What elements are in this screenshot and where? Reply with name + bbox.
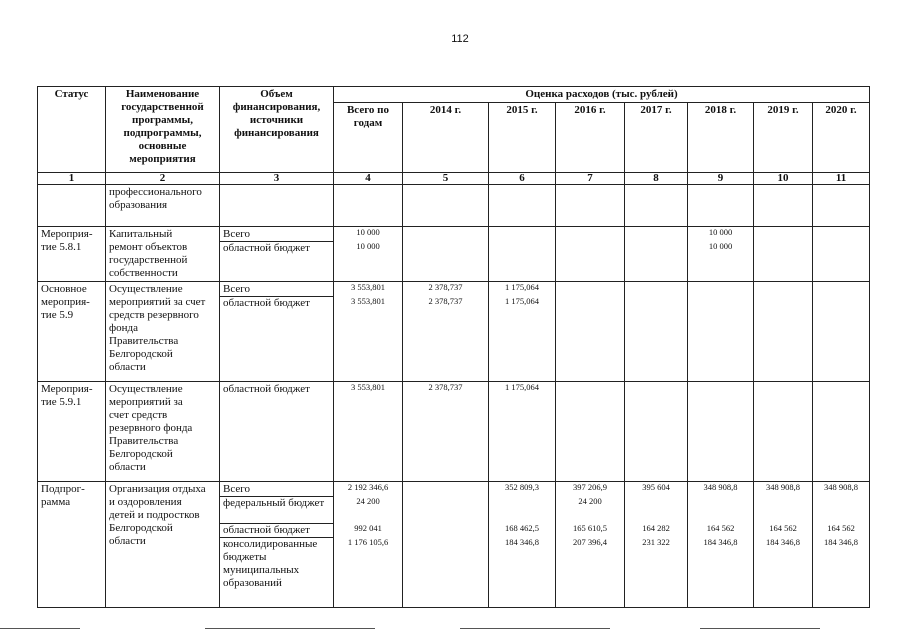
column-number: 6 <box>489 173 556 185</box>
value-line: 231 322 <box>642 537 670 547</box>
header-year: 2017 г. <box>625 103 688 173</box>
value-cell <box>625 185 688 227</box>
name-line: ремонт объектов <box>109 241 188 253</box>
source-line: консолидированные бюджеты муниципальных образований <box>223 538 318 589</box>
source-cell <box>220 482 334 608</box>
value-line <box>814 382 868 396</box>
name-cell <box>106 382 220 482</box>
source-line: областной бюджет <box>223 297 310 309</box>
value-cell <box>754 227 813 282</box>
value-cell <box>625 482 688 608</box>
value-line <box>490 496 554 523</box>
column-number: 11 <box>813 173 870 185</box>
value-line: 2 378,737 <box>428 282 463 292</box>
value-cell <box>489 382 556 482</box>
value-cell <box>813 282 870 382</box>
value-line: 184 346,8 <box>505 537 539 547</box>
value-line: 10 000 <box>708 227 733 237</box>
value-line <box>626 227 686 241</box>
value-line <box>755 382 811 396</box>
value-line <box>814 296 868 310</box>
value-cell <box>403 482 489 608</box>
name-line: области <box>109 535 146 547</box>
value-line <box>557 227 623 241</box>
value-cell <box>556 227 625 282</box>
page-number: 112 <box>451 33 469 45</box>
name-line: фонда <box>109 322 138 334</box>
value-cell <box>813 227 870 282</box>
value-line <box>404 185 487 199</box>
value-cell <box>688 482 754 608</box>
header-estimate: Оценка расходов (тыс. рублей) <box>334 87 870 103</box>
source-line: областной бюджет <box>220 524 333 538</box>
value-line: 1 176 105,6 <box>347 537 389 547</box>
value-line <box>626 296 686 310</box>
header-year: 2014 г. <box>403 103 489 173</box>
value-line: 168 462,5 <box>505 523 539 533</box>
column-number: 10 <box>754 173 813 185</box>
header-year: 2016 г. <box>556 103 625 173</box>
header-status: Статус <box>38 87 106 173</box>
name-line: области <box>109 361 146 373</box>
table-row <box>38 185 870 227</box>
source-cell <box>220 382 334 482</box>
value-cell <box>688 227 754 282</box>
value-line: 164 282 <box>642 523 670 533</box>
value-line <box>557 382 623 396</box>
name-cell <box>106 227 220 282</box>
value-line <box>404 523 487 537</box>
value-line: 352 809,3 <box>505 482 539 492</box>
table-row <box>38 382 870 482</box>
value-line: 184 346,8 <box>766 537 800 547</box>
value-line: 3 553,801 <box>351 282 385 292</box>
source-line: областной бюджет <box>223 242 310 254</box>
column-number: 3 <box>220 173 334 185</box>
status-cell: Подпрог-рамма <box>38 482 106 608</box>
value-line: 348 908,8 <box>824 482 859 492</box>
value-line: 992 041 <box>354 523 382 533</box>
value-cell <box>489 185 556 227</box>
value-line <box>755 241 811 255</box>
value-line <box>755 227 811 241</box>
footer-rule <box>0 628 80 629</box>
value-line: 395 604 <box>642 482 670 492</box>
value-line <box>626 241 686 255</box>
value-cell <box>489 282 556 382</box>
value-line <box>490 241 554 255</box>
value-line <box>755 185 811 199</box>
value-line <box>689 382 752 396</box>
value-line <box>755 296 811 310</box>
value-cell <box>754 482 813 608</box>
name-line: собственности <box>109 267 178 279</box>
value-line: 24 200 <box>578 496 602 506</box>
value-line <box>626 282 686 296</box>
value-cell <box>489 227 556 282</box>
name-line: Осуществление <box>109 283 183 295</box>
value-line: 3 553,801 <box>351 382 385 392</box>
value-line: 165 610,5 <box>573 523 607 533</box>
value-cell <box>334 227 403 282</box>
header-year: 2018 г. <box>688 103 754 173</box>
value-cell <box>334 482 403 608</box>
value-line <box>814 496 868 523</box>
value-cell <box>813 482 870 608</box>
value-line: 184 346,8 <box>824 537 859 547</box>
table-row <box>38 282 870 382</box>
column-number: 8 <box>625 173 688 185</box>
value-line: 3 553,801 <box>351 296 385 306</box>
value-line <box>404 537 487 593</box>
source-line: Всего <box>220 483 333 497</box>
source-line: федеральный бюджет <box>220 497 333 524</box>
name-line: детей и подростков <box>109 509 200 521</box>
value-line <box>626 382 686 396</box>
value-cell <box>625 382 688 482</box>
name-line: государственной <box>109 254 188 266</box>
value-line <box>404 496 487 523</box>
value-line: 397 206,9 <box>573 482 607 492</box>
status-cell: Мероприя-тие 5.8.1 <box>38 227 106 282</box>
value-line <box>404 241 487 255</box>
value-line: 10 000 <box>356 227 380 237</box>
value-line <box>814 282 868 296</box>
column-number: 2 <box>106 173 220 185</box>
status-cell: Основное мероприя-тие 5.9 <box>38 282 106 382</box>
value-line: 2 378,737 <box>428 296 463 306</box>
value-line: 348 908,8 <box>703 482 738 492</box>
column-number: 1 <box>38 173 106 185</box>
value-cell <box>754 185 813 227</box>
value-line <box>626 496 686 523</box>
value-cell <box>489 482 556 608</box>
value-line <box>755 282 811 296</box>
header-year: 2019 г. <box>754 103 813 173</box>
name-line: Правительства <box>109 435 179 447</box>
name-line: Белгородской <box>109 522 173 534</box>
value-line <box>814 241 868 255</box>
value-line: 164 562 <box>706 523 735 533</box>
value-line <box>557 185 623 199</box>
value-line: 2 378,737 <box>428 382 463 392</box>
value-line: 348 908,8 <box>766 482 800 492</box>
header-total: Всего по годам <box>334 103 403 173</box>
name-line: резервного фонда <box>109 422 193 434</box>
value-cell <box>403 227 489 282</box>
source-cell <box>220 185 334 227</box>
table-row <box>38 227 870 282</box>
value-line <box>557 282 623 296</box>
name-line: Правительства <box>109 335 179 347</box>
value-line: 1 175,064 <box>505 296 539 306</box>
budget-table <box>37 86 870 608</box>
column-number: 7 <box>556 173 625 185</box>
value-line: 1 175,064 <box>505 382 539 392</box>
column-number: 4 <box>334 173 403 185</box>
value-cell <box>403 282 489 382</box>
value-cell <box>688 382 754 482</box>
footer-rule <box>205 628 375 629</box>
value-line <box>689 282 752 296</box>
name-cell <box>106 282 220 382</box>
name-line: мероприятий за счет <box>109 296 206 308</box>
value-cell <box>813 382 870 482</box>
value-line: 2 192 346,6 <box>347 482 389 492</box>
name-line: мероприятий за <box>109 396 183 408</box>
name-line: Организация отдыха <box>109 483 206 495</box>
value-line: 184 346,8 <box>703 537 738 547</box>
value-cell <box>334 282 403 382</box>
value-line <box>490 185 554 199</box>
value-cell <box>688 282 754 382</box>
name-cell <box>106 482 220 608</box>
header-name: Наименование государственной программы, подпрограммы, основные мероприятия <box>106 87 220 173</box>
status-cell: Мероприя-тие 5.9.1 <box>38 382 106 482</box>
value-line: 207 396,4 <box>573 537 607 547</box>
value-line: 164 562 <box>827 523 855 533</box>
value-line <box>689 296 752 310</box>
value-line <box>557 241 623 255</box>
value-cell <box>754 382 813 482</box>
value-line <box>814 185 868 199</box>
value-line <box>689 496 752 523</box>
value-cell <box>625 282 688 382</box>
name-line: средств резервного <box>109 309 199 321</box>
value-line <box>404 227 487 241</box>
source-line: Всего <box>220 228 333 242</box>
value-line <box>689 185 752 199</box>
header-year: 2020 г. <box>813 103 870 173</box>
value-line <box>404 482 487 496</box>
value-line <box>335 185 401 199</box>
value-line <box>814 227 868 241</box>
value-cell <box>688 185 754 227</box>
value-cell <box>754 282 813 382</box>
status-cell <box>38 185 106 227</box>
value-line <box>755 496 811 523</box>
name-line: образования <box>109 199 168 211</box>
table-row <box>38 482 870 608</box>
value-line: 24 200 <box>356 496 380 506</box>
value-cell <box>813 185 870 227</box>
source-cell <box>220 227 334 282</box>
value-cell <box>556 185 625 227</box>
name-line: профессионального <box>109 186 202 198</box>
name-cell <box>106 185 220 227</box>
value-line: 10 000 <box>356 241 380 251</box>
value-line: 1 175,064 <box>505 282 539 292</box>
name-line: Капитальный <box>109 228 173 240</box>
header-year: 2015 г. <box>489 103 556 173</box>
name-line: и оздоровления <box>109 496 182 508</box>
value-cell <box>556 482 625 608</box>
value-cell <box>403 185 489 227</box>
value-cell <box>334 382 403 482</box>
value-line: 10 000 <box>708 241 733 251</box>
value-line: 164 562 <box>769 523 797 533</box>
value-cell <box>334 185 403 227</box>
value-cell <box>556 382 625 482</box>
name-line: Белгородской <box>109 348 173 360</box>
name-line: Белгородской <box>109 448 173 460</box>
source-line: Всего <box>220 283 333 297</box>
name-line: области <box>109 461 146 473</box>
footer-rule <box>700 628 820 629</box>
name-line: Осуществление <box>109 383 183 395</box>
source-line: областной бюджет <box>223 383 310 395</box>
footer-rule <box>460 628 610 629</box>
value-cell <box>625 227 688 282</box>
value-line <box>626 185 686 199</box>
source-cell <box>220 282 334 382</box>
name-line: счет средств <box>109 409 168 421</box>
value-cell <box>403 382 489 482</box>
value-cell <box>556 282 625 382</box>
value-line <box>557 296 623 310</box>
header-volume: Объем финансирования, источники финансирования <box>220 87 334 173</box>
column-number: 9 <box>688 173 754 185</box>
column-number: 5 <box>403 173 489 185</box>
value-line <box>490 227 554 241</box>
